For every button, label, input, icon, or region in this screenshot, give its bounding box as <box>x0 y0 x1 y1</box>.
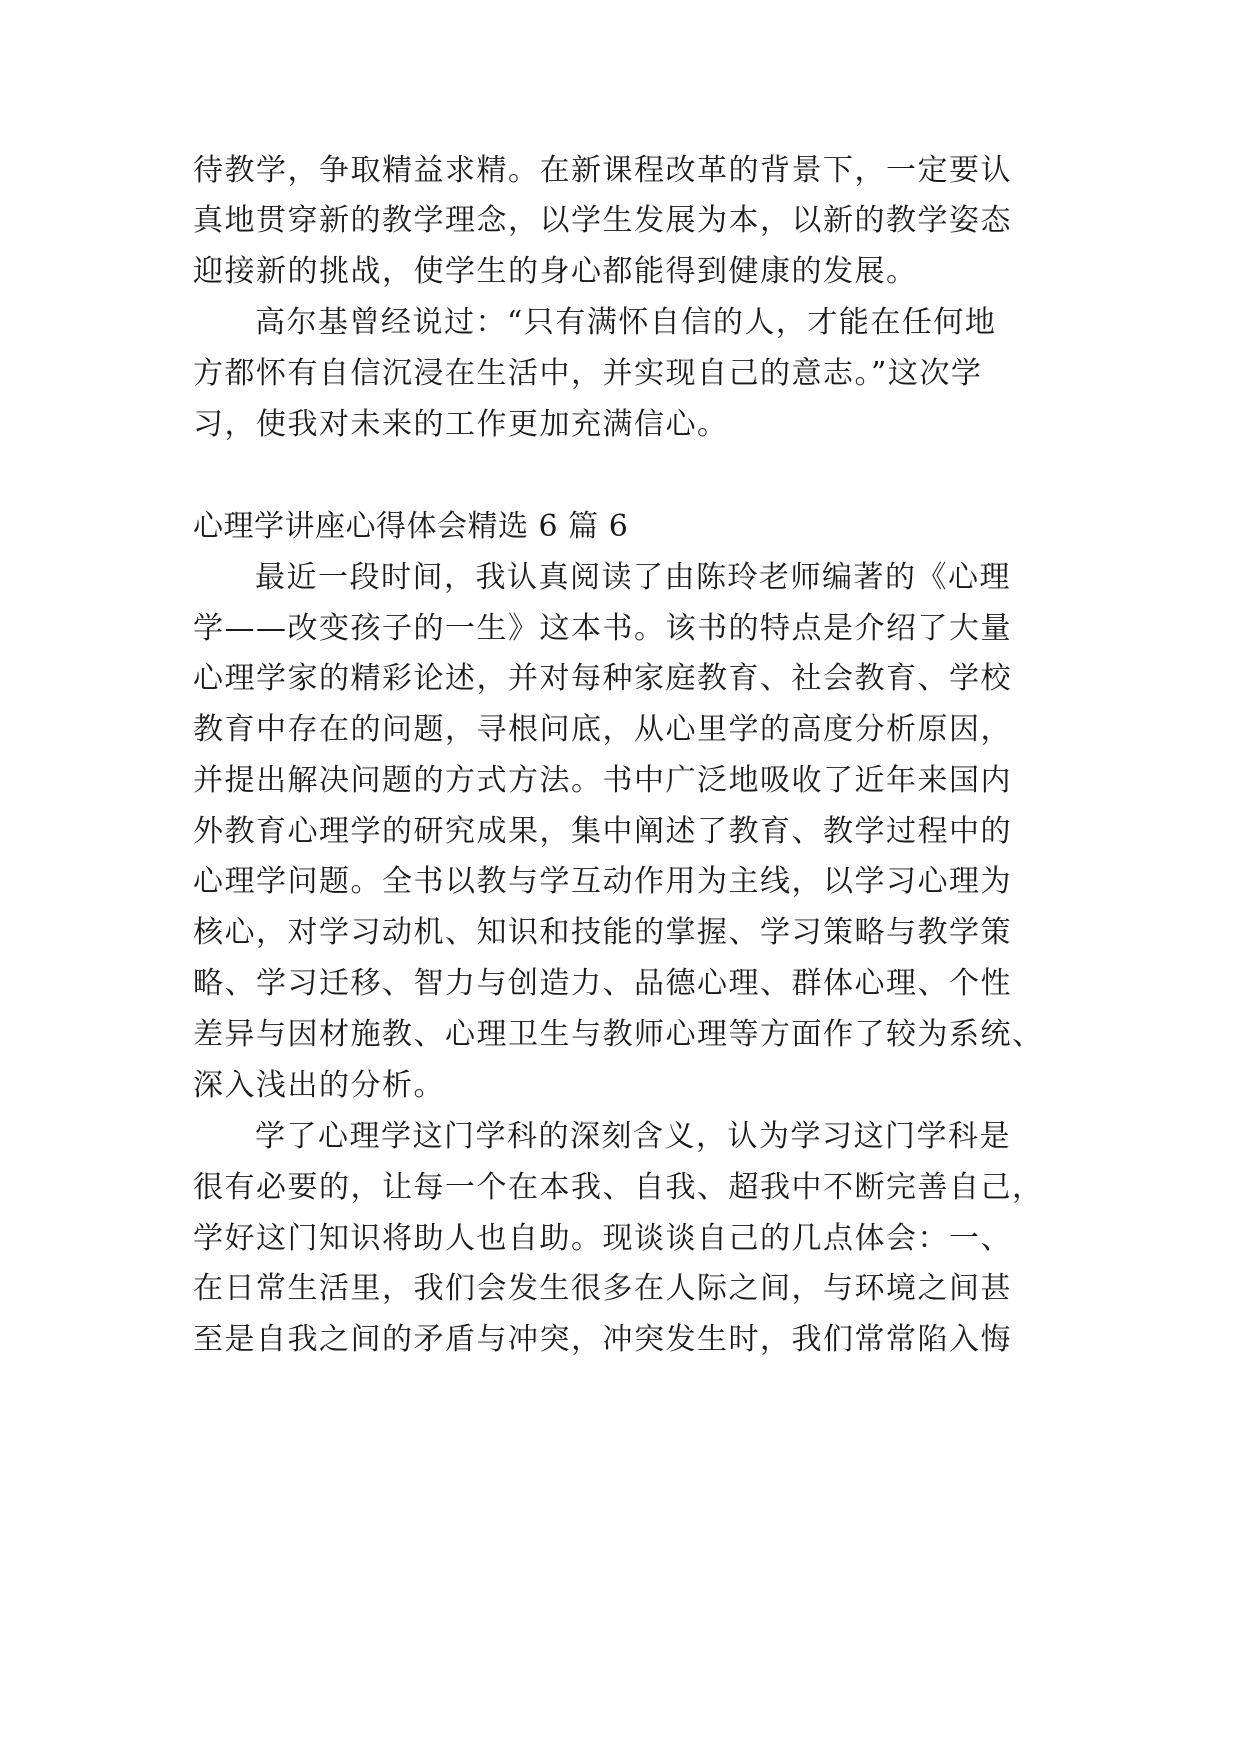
text-line: 差异与因材施教、心理卫生与教师心理等方面作了较为系统、 <box>193 1017 1044 1052</box>
text-line: 略、学习迁移、智力与创造力、品德心理、群体心理、个性 <box>193 966 1012 1001</box>
text-line: 学好这门知识将助人也自助。现谈谈自己的几点体会：一、 <box>193 1221 1012 1256</box>
text-line: 最近一段时间，我认真阅读了由陈玲老师编著的《心理 <box>255 560 1011 595</box>
text-line: 待教学，争取精益求精。在新课程改革的背景下，一定要认 <box>193 153 1012 188</box>
text-line: 至是自我之间的矛盾与冲突，冲突发生时，我们常常陷入悔 <box>193 1322 1012 1357</box>
text-line: 在日常生活里，我们会发生很多在人际之间，与环境之间甚 <box>193 1271 1012 1306</box>
text-line: 习，使我对未来的工作更加充满信心。 <box>193 407 729 442</box>
text-line: 教育中存在的问题，寻根问底，从心里学的高度分析原因， <box>193 712 1012 747</box>
text-line: 很有必要的，让每一个在本我、自我、超我中不断完善自己， <box>193 1170 1044 1205</box>
text-line: 核心，对学习动机、知识和技能的掌握、学习策略与教学策 <box>193 915 1012 950</box>
text-line: 深入浅出的分析。 <box>193 1068 445 1103</box>
text-line: 心理学问题。全书以教与学互动作用为主线，以学习心理为 <box>193 864 1012 899</box>
text-line: 心理学家的精彩论述，并对每种家庭教育、社会教育、学校 <box>193 661 1012 696</box>
text-line: 高尔基曾经说过：“只有满怀自信的人，才能在任何地 <box>255 305 997 340</box>
text-line: 外教育心理学的研究成果，集中阐述了教育、教学过程中的 <box>193 814 1012 849</box>
text-line: 真地贯穿新的教学理念，以学生发展为本，以新的教学姿态 <box>193 203 1012 238</box>
text-line: 学了心理学这门学科的深刻含义，认为学习这门学科是 <box>255 1119 1011 1154</box>
text-line: 方都怀有自信沉浸在生活中，并实现自己的意志。”这次学 <box>193 356 983 391</box>
text-line: 迎接新的挑战，使学生的身心都能得到健康的发展。 <box>193 254 918 289</box>
text-line: 并提出解决问题的方式方法。书中广泛地吸收了近年来国内 <box>193 763 1012 798</box>
section-heading: 心理学讲座心得体会精选 6 篇 6 <box>193 509 629 544</box>
text-line: 学——改变孩子的一生》这本书。该书的特点是介绍了大量 <box>193 611 1012 646</box>
